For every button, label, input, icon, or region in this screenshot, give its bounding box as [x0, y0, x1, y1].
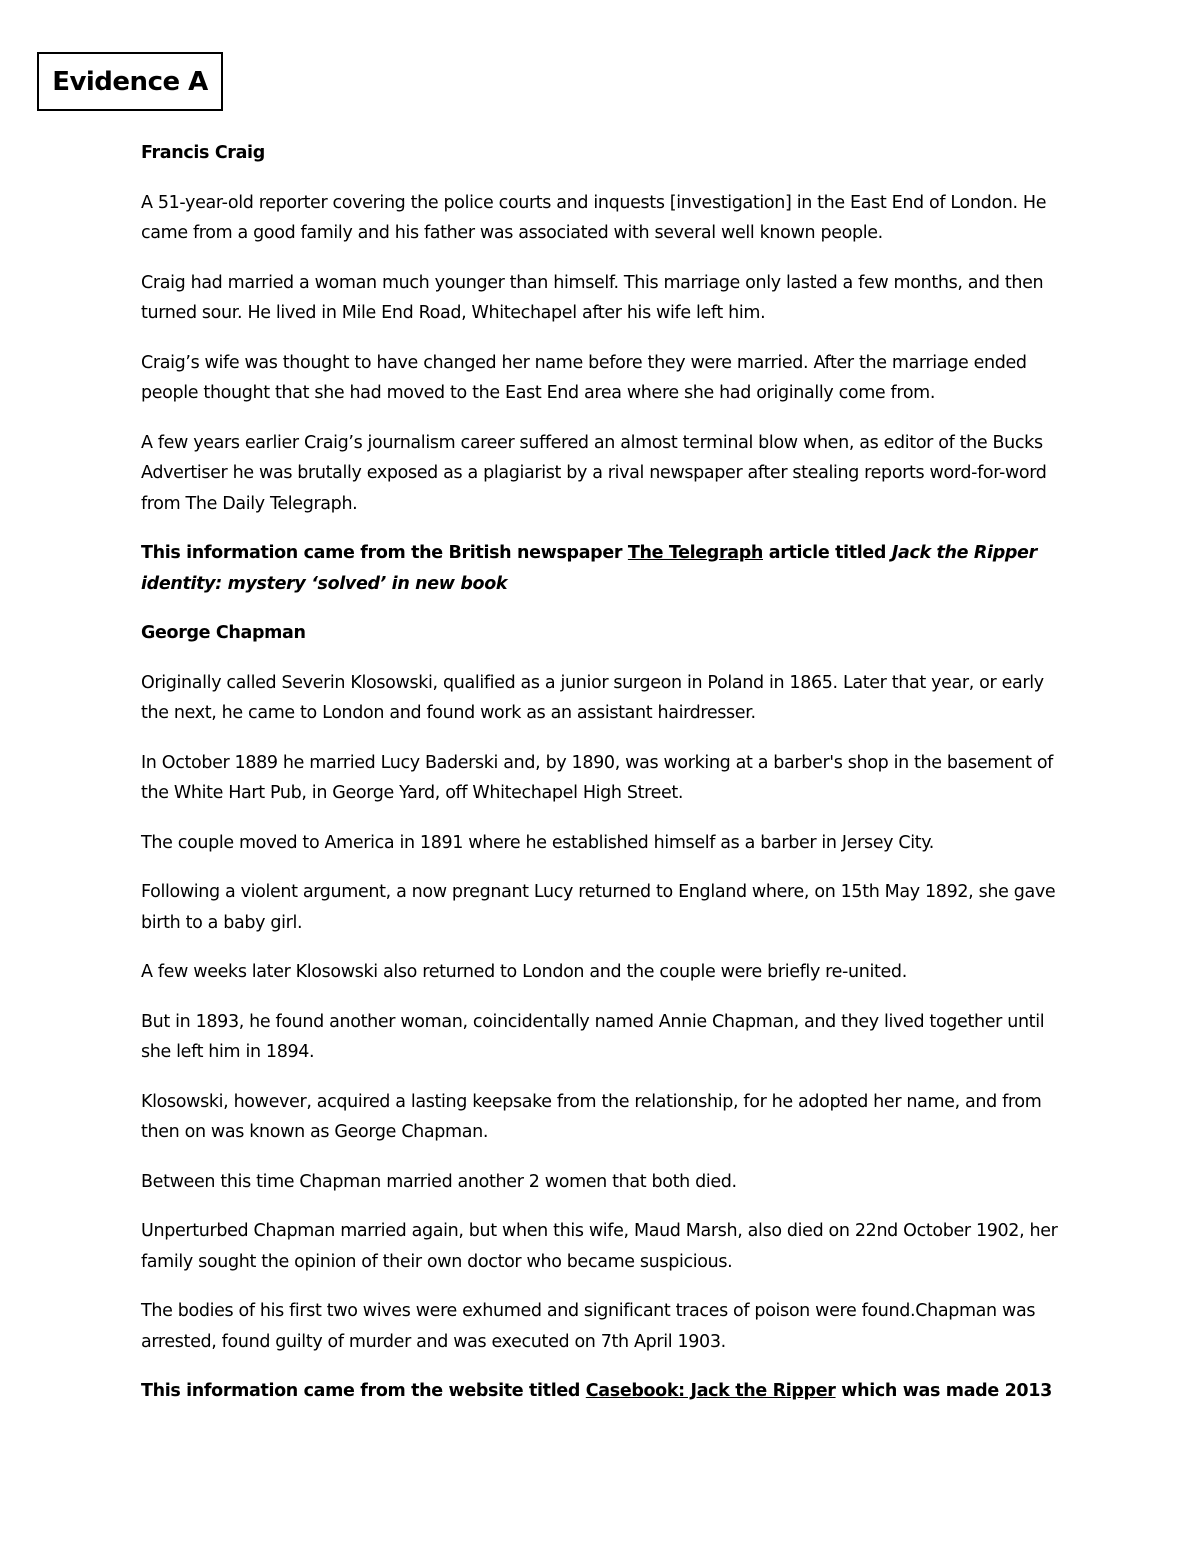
section-heading-george-chapman: George Chapman	[141, 623, 306, 643]
paragraph: Craig’s wife was thought to have changed her name before they were married. After the marriage ended people thought that she had moved to the East End area where she had originally come from.	[141, 352, 1027, 403]
paragraph: In October 1889 he married Lucy Baderski and, by 1890, was working at a barber's shop in the basement of the White Hart Pub, in George Yard, off Whitechapel High Street.	[141, 752, 1053, 803]
paragraph: The bodies of his first two wives were exhumed and significant traces of poison were found.Chapman was arrested, found guilty of murder and was executed on 7th April 1903.	[141, 1301, 1036, 1352]
source-citation-telegraph	[141, 538, 1066, 599]
source-prefix: This information came from the website titled	[141, 1381, 586, 1401]
paragraph: Klosowski, however, acquired a lasting keepsake from the relationship, for he adopted her name, and from then on was known as George Chapman.	[141, 1091, 1042, 1142]
source-middle: article titled	[763, 543, 892, 563]
source-citation-casebook	[141, 1376, 1066, 1407]
source-article-title: Jack the Ripper identity: mystery ‘solved’ in new book	[141, 543, 1037, 594]
paragraph: Between this time Chapman married another 2 women that both died.	[141, 1171, 737, 1192]
paragraph: But in 1893, he found another woman, coincidentally named Annie Chapman, and they lived together until she left him in 1894.	[141, 1011, 1045, 1062]
source-publication-link[interactable]: The Telegraph	[627, 543, 763, 563]
section-heading-francis-craig: Francis Craig	[141, 143, 265, 163]
paragraph: The couple moved to America in 1891 where he established himself as a barber in Jersey City.	[141, 832, 934, 853]
source-suffix: which was made 2013	[835, 1381, 1052, 1401]
evidence-title: Evidence A	[52, 66, 208, 97]
paragraph: Craig had married a woman much younger than himself. This marriage only lasted a few months, and then turned sour. He lived in Mile End Road, Whitechapel after his wife left him.	[141, 272, 1044, 323]
document-body	[141, 138, 1066, 1426]
paragraph: A few years earlier Craig’s journalism career suffered an almost terminal blow when, as editor of the Bucks Advertiser he was brutally exposed as a plagiarist by a rival newspaper after stealing reports word-for-word from The Daily Telegraph.	[141, 432, 1047, 514]
paragraph: Originally called Severin Klosowski, qualified as a junior surgeon in Poland in 1865. Later that year, or early the next, he came to London and found work as an assistant hairdresser.	[141, 672, 1044, 723]
paragraph: Unperturbed Chapman married again, but when this wife, Maud Marsh, also died on 22nd October 1902, her family sought the opinion of their own doctor who became suspicious.	[141, 1221, 1058, 1272]
paragraph: Following a violent argument, a now pregnant Lucy returned to England where, on 15th May 1892, she gave birth to a baby girl.	[141, 882, 1056, 933]
evidence-title-box	[37, 52, 223, 111]
paragraph: A few weeks later Klosowski also returned to London and the couple were briefly re-united.	[141, 962, 907, 982]
source-website-link[interactable]: Casebook: Jack the Ripper	[585, 1381, 836, 1401]
paragraph: A 51-year-old reporter covering the police courts and inquests [investigation] in the East End of London. He came from a good family and his father was associated with several well known people.	[141, 192, 1047, 243]
source-prefix: This information came from the British newspaper	[141, 543, 628, 563]
